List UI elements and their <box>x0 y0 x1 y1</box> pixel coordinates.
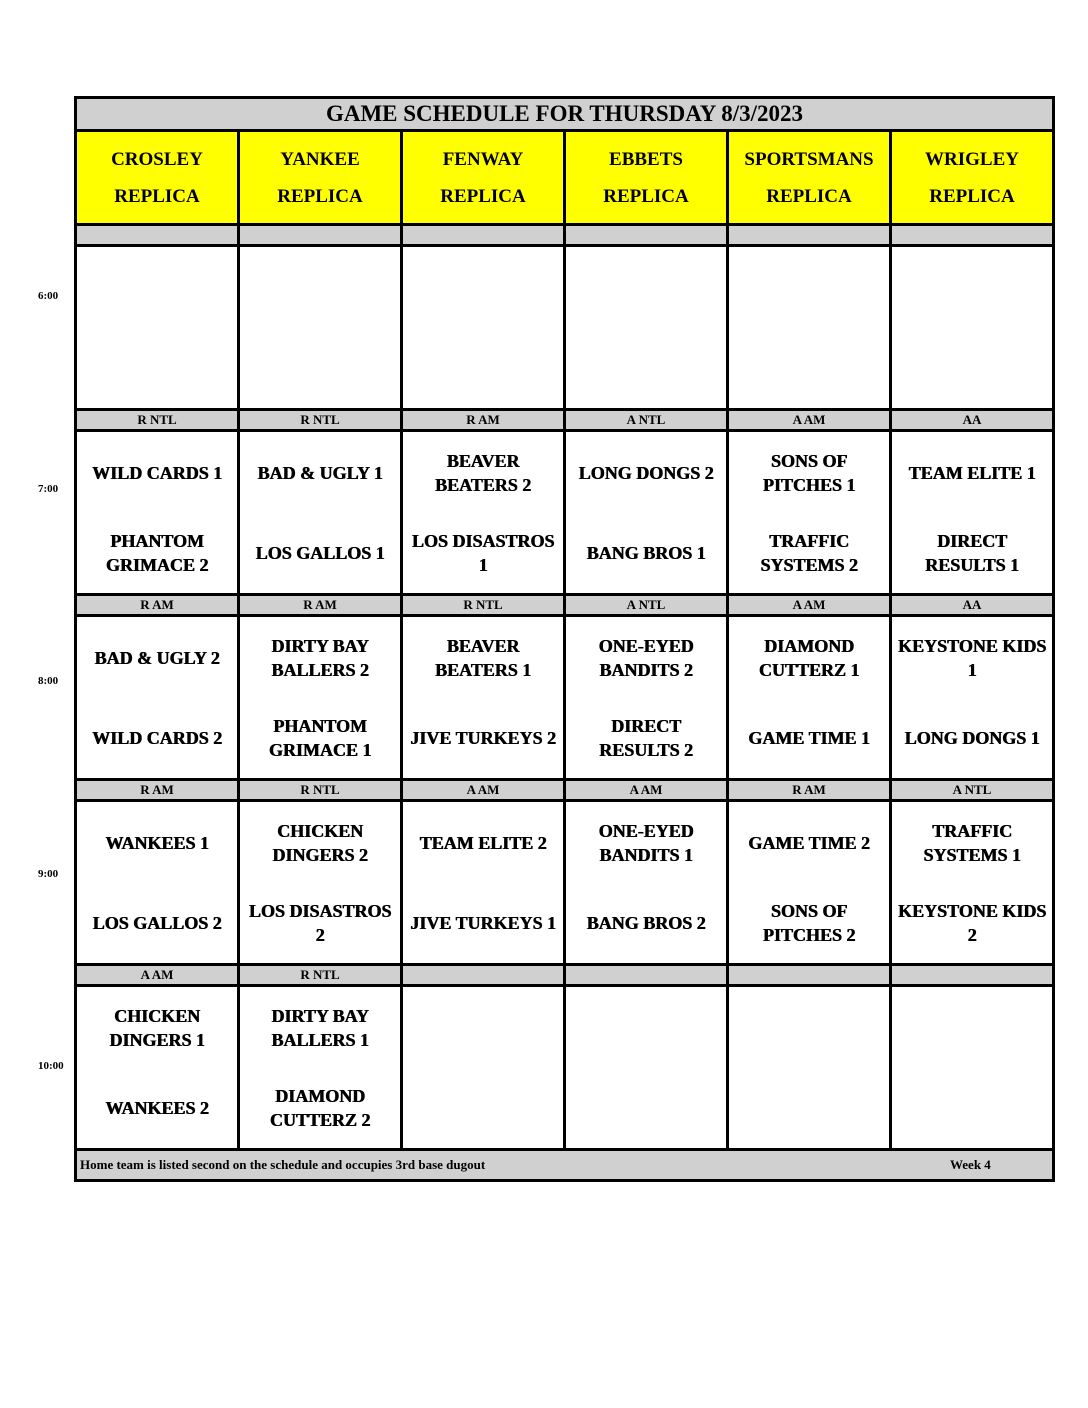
division-row <box>76 965 1054 986</box>
time-slot-label: 9:00 <box>38 867 59 880</box>
game-cell <box>402 246 565 410</box>
game-row <box>76 431 1054 595</box>
away-team: DIAMOND CUTTERZ 1 <box>758 635 860 680</box>
game-cell <box>76 246 239 410</box>
game-row <box>76 246 1054 410</box>
division-label: R NTL <box>239 410 402 431</box>
game-cell <box>728 801 891 965</box>
game-cell <box>728 246 891 410</box>
away-team: SONS OF PITCHES 1 <box>762 450 856 495</box>
game-cell <box>565 616 728 780</box>
division-row <box>76 780 1054 801</box>
home-team: LONG DONGS 1 <box>904 727 1040 748</box>
away-team: BEAVER BEATERS 2 <box>434 450 532 495</box>
game-cell <box>891 986 1054 1150</box>
footer-cell <box>76 1150 1054 1181</box>
game-row <box>76 986 1054 1150</box>
venue-type: REPLICA <box>440 185 526 207</box>
division-label <box>76 225 239 246</box>
division-row <box>76 595 1054 616</box>
time-slot-label: 6:00 <box>38 290 59 302</box>
venue-type: REPLICA <box>766 185 852 207</box>
venue-type: REPLICA <box>114 185 200 207</box>
venue-type: REPLICA <box>929 185 1015 207</box>
away-team: BAD & UGLY 1 <box>257 462 383 483</box>
division-label: A AM <box>565 780 728 801</box>
game-cell <box>239 986 402 1150</box>
away-team <box>403 248 563 328</box>
home-team <box>729 328 889 408</box>
division-label: R AM <box>239 595 402 616</box>
game-cell <box>402 986 565 1150</box>
game-cell <box>402 616 565 780</box>
away-team: TRAFFIC SYSTEMS 1 <box>923 820 1021 865</box>
away-team: TEAM ELITE 2 <box>419 832 547 853</box>
venue-name: EBBETS <box>609 148 683 170</box>
venue-name: SPORTSMANS <box>744 148 874 170</box>
division-row <box>76 410 1054 431</box>
division-label: R AM <box>76 595 239 616</box>
game-cell <box>239 431 402 595</box>
away-team: KEYSTONE KIDS 1 <box>897 635 1047 680</box>
home-team <box>566 1068 726 1148</box>
division-label: A NTL <box>891 780 1054 801</box>
footer-row <box>76 1150 1054 1181</box>
division-label: R NTL <box>402 595 565 616</box>
division-label: AA <box>891 410 1054 431</box>
game-cell <box>402 431 565 595</box>
home-team <box>892 328 1052 408</box>
schedule-table <box>74 96 1055 1182</box>
division-label: A AM <box>402 780 565 801</box>
away-team <box>77 248 237 328</box>
venue-header <box>565 131 728 225</box>
away-team: DIRTY BAY BALLERS 2 <box>271 635 369 680</box>
game-cell <box>728 431 891 595</box>
game-cell <box>76 986 239 1150</box>
venue-type: REPLICA <box>603 185 689 207</box>
away-team <box>566 248 726 328</box>
game-cell <box>565 246 728 410</box>
home-team <box>566 328 726 408</box>
division-label: R NTL <box>239 780 402 801</box>
title-row <box>76 98 1054 131</box>
division-label: R AM <box>402 410 565 431</box>
home-team: TRAFFIC SYSTEMS 2 <box>760 530 858 575</box>
venue-header <box>728 131 891 225</box>
away-team: DIRTY BAY BALLERS 1 <box>271 1005 369 1050</box>
away-team: ONE-EYED BANDITS 2 <box>598 635 694 680</box>
venue-header <box>402 131 565 225</box>
game-cell <box>891 616 1054 780</box>
venue-name: WRIGLEY <box>925 148 1019 170</box>
game-row <box>76 616 1054 780</box>
schedule-title: GAME SCHEDULE FOR THURSDAY 8/3/2023 <box>76 98 1054 131</box>
home-team: JIVE TURKEYS 1 <box>410 912 556 933</box>
away-team: WANKEES 1 <box>105 832 209 853</box>
game-row <box>76 801 1054 965</box>
home-team: JIVE TURKEYS 2 <box>410 727 556 748</box>
week-label: Week 4 <box>950 1157 991 1172</box>
game-cell <box>565 801 728 965</box>
game-cell <box>891 801 1054 965</box>
time-slot-label: 7:00 <box>38 482 59 495</box>
away-team: WILD CARDS 1 <box>91 462 223 483</box>
away-team: GAME TIME 2 <box>748 832 870 853</box>
home-team <box>240 328 400 408</box>
game-cell <box>239 616 402 780</box>
home-team: BANG BROS 2 <box>586 912 706 933</box>
home-team: DIAMOND CUTTERZ 2 <box>269 1085 371 1130</box>
game-cell <box>891 431 1054 595</box>
division-label: R NTL <box>76 410 239 431</box>
division-label <box>239 225 402 246</box>
division-label: R NTL <box>239 965 402 986</box>
game-cell <box>76 431 239 595</box>
division-label <box>565 965 728 986</box>
away-team: BEAVER BEATERS 1 <box>434 635 532 680</box>
home-team: WANKEES 2 <box>105 1097 209 1118</box>
division-label <box>728 965 891 986</box>
away-team: CHICKEN DINGERS 2 <box>272 820 368 865</box>
home-team: GAME TIME 1 <box>748 727 870 748</box>
venue-type: REPLICA <box>277 185 363 207</box>
game-cell <box>76 801 239 965</box>
division-label: R AM <box>728 780 891 801</box>
away-team <box>892 988 1052 1068</box>
division-label <box>402 225 565 246</box>
game-cell <box>239 801 402 965</box>
away-team <box>892 248 1052 328</box>
away-team: LONG DONGS 2 <box>578 462 714 483</box>
home-team <box>77 328 237 408</box>
home-team: LOS GALLOS 2 <box>92 912 222 933</box>
home-team: DIRECT RESULTS 2 <box>599 715 693 760</box>
away-team <box>729 248 889 328</box>
home-team: PHANTOM GRIMACE 1 <box>268 715 372 760</box>
division-label <box>891 965 1054 986</box>
game-cell <box>565 431 728 595</box>
division-row <box>76 225 1054 246</box>
home-team: PHANTOM GRIMACE 2 <box>105 530 209 575</box>
division-label: A AM <box>76 965 239 986</box>
venue-header <box>239 131 402 225</box>
home-team: LOS GALLOS 1 <box>255 542 385 563</box>
away-team <box>729 988 889 1068</box>
home-team <box>403 328 563 408</box>
division-label <box>402 965 565 986</box>
division-label: A NTL <box>565 595 728 616</box>
home-team <box>729 1068 889 1148</box>
game-cell <box>76 616 239 780</box>
home-team <box>403 1068 563 1148</box>
away-team: ONE-EYED BANDITS 1 <box>598 820 694 865</box>
division-label: AA <box>891 595 1054 616</box>
venue-name: CROSLEY <box>111 148 203 170</box>
home-team: DIRECT RESULTS 1 <box>925 530 1019 575</box>
home-team: WILD CARDS 2 <box>91 727 223 748</box>
game-cell <box>565 986 728 1150</box>
game-cell <box>891 246 1054 410</box>
division-label: A AM <box>728 410 891 431</box>
home-team <box>892 1068 1052 1148</box>
home-team: LOS DISASTROS 1 <box>411 530 555 575</box>
home-team-note: Home team is listed second on the schedule and occupies 3rd base dugout <box>80 1157 486 1172</box>
game-cell <box>402 801 565 965</box>
venue-name: FENWAY <box>442 148 524 170</box>
game-cell <box>728 616 891 780</box>
division-label: A NTL <box>565 410 728 431</box>
home-team: LOS DISASTROS 2 <box>248 900 392 945</box>
time-slot-label: 8:00 <box>38 675 59 687</box>
division-label: R AM <box>76 780 239 801</box>
division-label <box>891 225 1054 246</box>
home-team: KEYSTONE KIDS 2 <box>897 900 1047 945</box>
away-team: TEAM ELITE 1 <box>908 462 1036 483</box>
home-team: SONS OF PITCHES 2 <box>762 900 856 945</box>
game-cell <box>728 986 891 1150</box>
venue-header <box>76 131 239 225</box>
division-label: A AM <box>728 595 891 616</box>
venue-row <box>76 131 1054 225</box>
venue-name: YANKEE <box>280 148 360 170</box>
division-label <box>728 225 891 246</box>
time-slot-label: 10:00 <box>38 1060 64 1072</box>
away-team: BAD & UGLY 2 <box>94 647 220 668</box>
away-team: CHICKEN DINGERS 1 <box>109 1005 205 1050</box>
venue-header <box>891 131 1054 225</box>
home-team: BANG BROS 1 <box>586 542 706 563</box>
away-team <box>240 248 400 328</box>
division-label <box>565 225 728 246</box>
away-team <box>403 988 563 1068</box>
away-team <box>566 988 726 1068</box>
game-cell <box>239 246 402 410</box>
